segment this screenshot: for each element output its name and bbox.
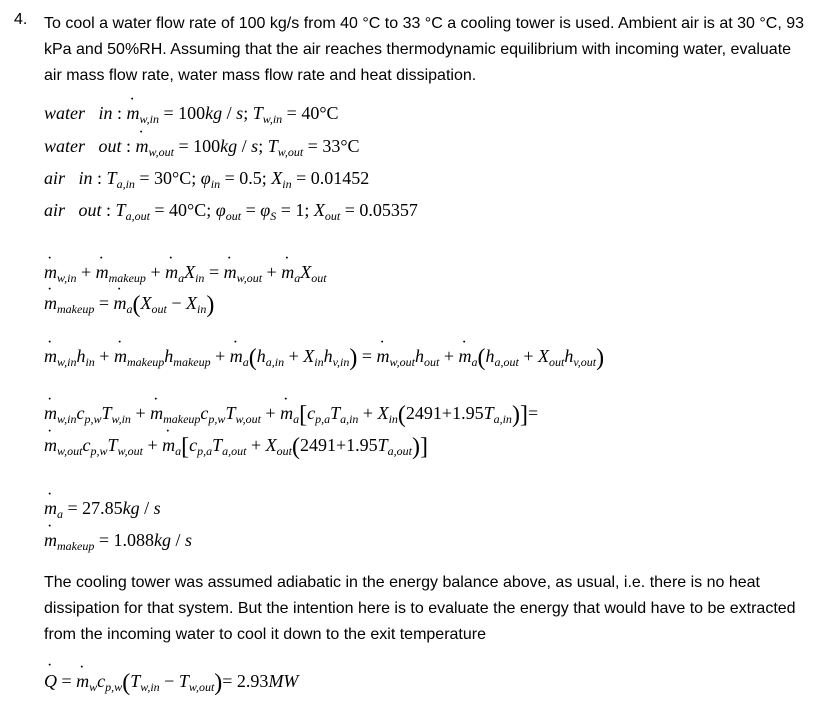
given-air-out: air out : $T_{a,out} = 40^\circ C$; $\varphi_{out} = \varphi_S = 1$; $X_{out} = 0.05357$ <box>44 200 418 223</box>
heat-dissipation-equation: Q · = $m \cdot_wc_{p,w}(T_{w,in} - T_{w,out})= 2.93MW$ <box>44 670 298 697</box>
given-water-in: water in : $m \cdot_{w,in} = 100kg / s$; $T_{w,in} = 40^\circ C$ <box>44 103 339 127</box>
energy-balance-equation: $m \cdot_{w,in}h_{in} + m \cdot_{makeup}h_{makeup} + m \cdot_a(h_{a,in} + X_{in}h_{v,in}) = m \cdot_{w,out}h_{out} + m \cdot_a(h_{a,out} + X_{out}h_{v,out})$ <box>44 345 604 372</box>
adiabatic-note: The cooling tower was assumed adiabatic in the energy balance above, as usual, i.e. there is no heat dissipation for that system. But the intention here is to evaluate the energy that would have to be extracted from the incoming water to cool it down to the exit temperature <box>44 574 796 643</box>
given-air-in: air in : $T_{a,in} = 30^\circ C$; $\varphi_{in} = 0.5$; $X_{in} = 0.01452$ <box>44 168 370 191</box>
problem-number: 4. <box>14 11 28 28</box>
result-air-flow: $m \cdot_a = 27.85kg / s$ <box>44 498 161 522</box>
mass-balance-equation: $m \cdot_{w,in} + m \cdot_{makeup} + m \cdot_aX_{in} = m \cdot_{w,out} + m \cdot_aX_{out}$ <box>44 262 327 286</box>
energy-expanded-line-1: $m \cdot_{w,in}c_{p,w}T_{w,in} + m \cdot_{makeup}c_{p,w}T_{w,out} + m \cdot_a[c_{p,a}T_{a,in} + X_{in}(2491+1.95T_{a,in})]=$ <box>44 402 538 429</box>
makeup-equation: $m \cdot_{makeup} = m \cdot_a(X_{out} - X_{in})$ <box>44 292 214 319</box>
given-water-out: water out : $m \cdot_{w,out} = 100kg / s$; $T_{w,out} = 33^\circ C$ <box>44 136 360 160</box>
problem-statement: To cool a water flow rate of 100 kg/s from 40 °C to 33 °C a cooling tower is used. Ambient air is at 30 °C, 93 kPa and 50%RH. Assuming that the air reaches thermodynamic equilibrium with incoming water, evaluate air mass flow rate, water mass flow rate and heat dissipation. <box>44 15 805 84</box>
result-makeup-flow: $m \cdot_{makeup} = 1.088kg / s$ <box>44 530 192 554</box>
energy-expanded-line-2: $m \cdot_{w,out}c_{p,w}T_{w,out} + m \cdot_a[c_{p,a}T_{a,out} + X_{out}(2491+1.95T_{a,out})]$ <box>44 434 428 461</box>
